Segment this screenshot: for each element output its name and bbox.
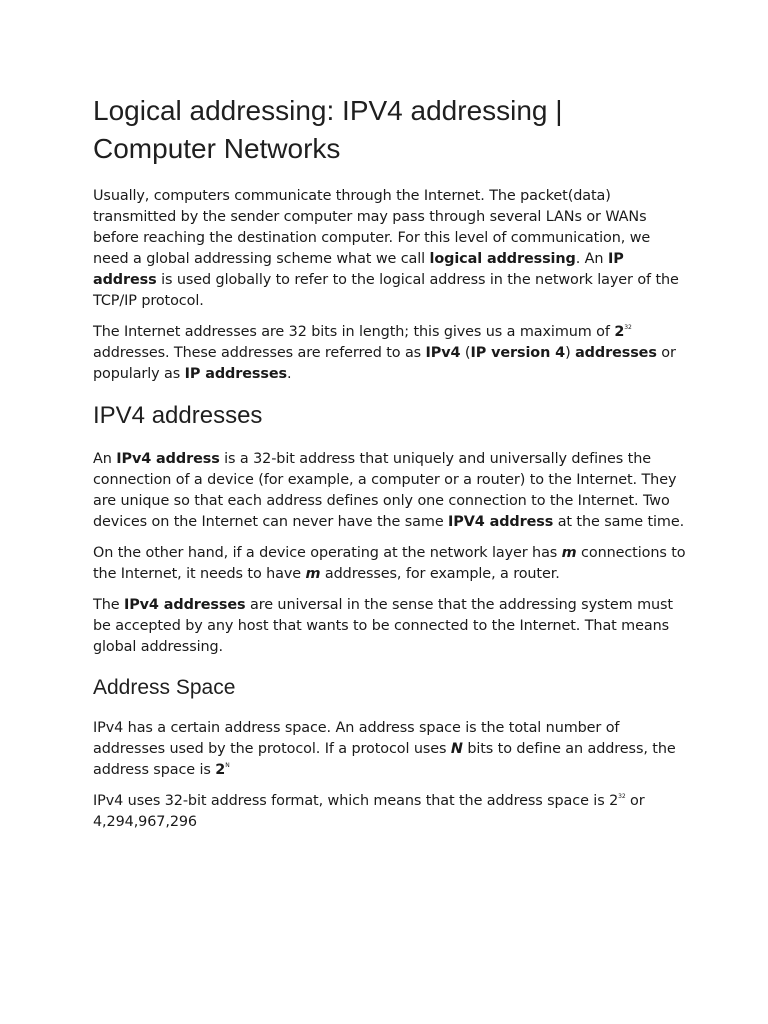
multiple-connections-paragraph	[93, 543, 688, 585]
superscript: 32	[618, 793, 626, 800]
text: IPv4 has a certain address space. An address space is the total number of addresses used by the protocol. If a protocol uses	[93, 720, 620, 757]
bold-term: IP version 4	[470, 345, 566, 361]
section-heading-address-space: Address Space	[93, 676, 236, 699]
bold-italic-term: N	[450, 741, 463, 757]
address-length-paragraph	[93, 322, 688, 385]
bold-term: addresses	[575, 345, 657, 361]
text: is a 32-bit address that uniquely and universally defines the connection of a device (for example, a computer or a router) to the Internet. They are unique so that each address defines only one connection to the Internet. Two devices on the Internet can never have the same	[93, 451, 677, 530]
text: . An	[575, 251, 608, 267]
address-format-paragraph	[93, 791, 688, 833]
page-title: Logical addressing: IPV4 addressing | Computer Networks	[93, 95, 563, 164]
text: connections to the Internet, it needs to have	[93, 545, 686, 582]
text: addresses. These addresses are referred to as	[93, 345, 426, 361]
text: (	[460, 345, 471, 361]
bold-term: 2	[215, 762, 226, 778]
bold-term: IPv4 address	[116, 451, 220, 467]
universal-paragraph	[93, 595, 688, 658]
bold-term: IP addresses	[184, 366, 287, 382]
superscript: N	[225, 762, 230, 769]
bold-term: IPv4	[425, 345, 461, 361]
address-space-paragraph	[93, 718, 688, 781]
text: The Internet addresses are 32 bits in length; this gives us a maximum of	[93, 324, 615, 340]
text: or popularly as	[93, 345, 676, 382]
text: is used globally to refer to the logical address in the network layer of the TCP/IP protocol.	[93, 272, 679, 309]
bold-term: 2	[614, 324, 625, 340]
section-heading-ipv4: IPV4 addresses	[93, 402, 263, 429]
text: An	[93, 451, 117, 467]
text: at the same time.	[553, 514, 685, 530]
text: Usually, computers communicate through the Internet. The packet(data) transmitted by the sender computer may pass through several LANs or WANs before reaching the destination computer. For this level of communication, we need a global addressing scheme what we call	[93, 188, 651, 267]
ipv4-definition-paragraph	[93, 449, 688, 533]
text: or 4,294,967,296	[93, 793, 645, 830]
superscript: 32	[624, 324, 632, 331]
text: bits to define an address, the address space is	[93, 741, 676, 778]
bold-term: IP address	[93, 251, 624, 288]
text: )	[565, 345, 576, 361]
text: IPv4 uses 32-bit address format, which means that the address space is 2	[93, 793, 619, 809]
text: .	[286, 366, 292, 382]
bold-italic-term: m	[305, 566, 321, 582]
text: On the other hand, if a device operating at the network layer has	[93, 545, 562, 561]
intro-paragraph	[93, 186, 688, 312]
text: The	[93, 597, 124, 613]
bold-term: IPV4 address	[448, 514, 554, 530]
text: are universal in the sense that the addressing system must be accepted by any host that wants to be connected to the Internet. That means global addressing.	[93, 597, 673, 655]
text: addresses, for example, a router.	[320, 566, 560, 582]
bold-term: logical addressing	[429, 251, 576, 267]
bold-term: IPv4 addresses	[123, 597, 246, 613]
bold-italic-term: m	[561, 545, 577, 561]
